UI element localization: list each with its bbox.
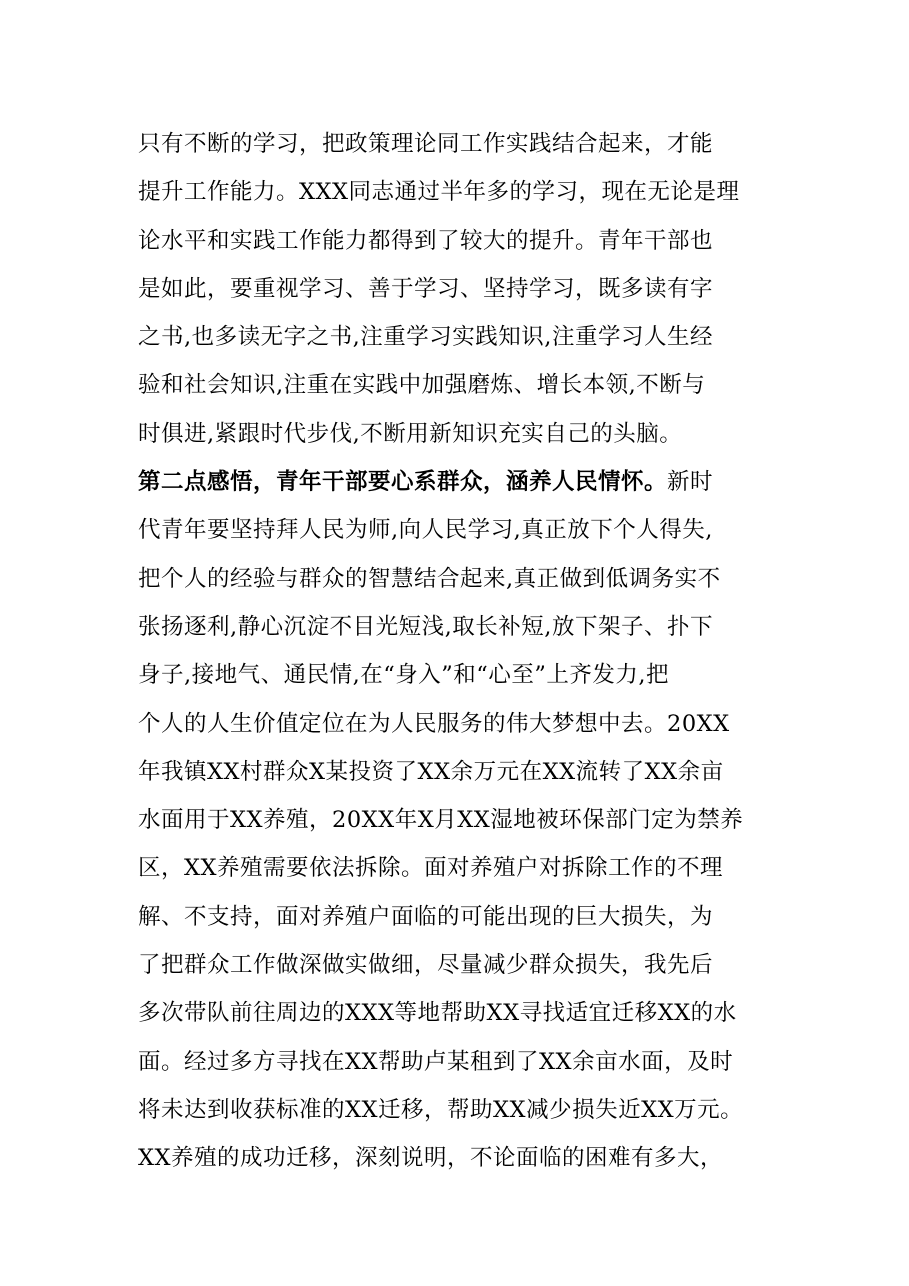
text-line: 是如此，要重视学习、善于学习、坚持学习，既多读有字 [138, 275, 714, 302]
text-line: 水面用于XX养殖，20XX年X月XX湿地被环保部门定为禁养 [138, 807, 744, 834]
text-line: 将未达到收获标准的XX迁移，帮助XX减少损失近XX万元。 [138, 1096, 744, 1123]
section-heading-line [138, 458, 778, 506]
text-line: 只有不断的学习，把政策理论同工作实践结合起来，才能 [138, 131, 714, 157]
text-line: 张扬逐利,静心沉淀不目光短浅,取长补短,放下架子、扑下 [138, 613, 713, 640]
text-line: 年我镇XX村群众X某投资了XX余万元在XX流转了XX余亩 [138, 758, 724, 785]
text-line: 了把群众工作做深做实做细，尽量减少群众损失，我先后 [138, 952, 714, 979]
text-line: 验和社会知识,注重在实践中加强磨炼、增长本领,不断与 [138, 372, 706, 399]
text-line: 之书,也多读无字之书,注重学习实践知识,注重学习人生经 [138, 324, 713, 351]
text-line: 多次带队前往周边的XXX等地帮助XX寻找适宜迁移XX的水 [138, 1000, 737, 1027]
text-line: 代青年要坚持拜人民为师,向人民学习,真正放下个人得失, [138, 517, 713, 544]
section-heading: 第二点感悟，青年干部要心系群众，涵养人民情怀。 [138, 469, 668, 496]
text-line: 身子,接地气、通民情,在“身入”和“心至”上齐发力,把 [138, 662, 669, 689]
text-line: 提升工作能力。XXX同志通过半年多的学习，现在无论是理 [138, 179, 740, 206]
text-line-tail: 新时 [667, 469, 714, 496]
text-line: XX养殖的成功迁移，深刻说明，不论面临的困难有多大， [138, 1145, 724, 1172]
text-line: 个人的人生价值定位在为人民服务的伟大梦想中去。20XX [138, 710, 730, 737]
text-line: 论水平和实践工作能力都得到了较大的提升。青年干部也 [138, 227, 714, 254]
document-body [138, 120, 778, 1183]
text-line: 区，XX养殖需要依法拆除。面对养殖户对拆除工作的不理 [138, 855, 724, 882]
text-line: 把个人的经验与群众的智慧结合起来,真正做到低调务实不 [138, 565, 721, 592]
text-line: 时俱进,紧跟时代步伐,不断用新知识充实自己的头脑。 [138, 420, 683, 447]
text-line: 面。经过多方寻找在XX帮助卢某租到了XX余亩水面，及时 [138, 1048, 734, 1075]
text-line: 解、不支持，面对养殖户面临的可能出现的巨大损失，为 [138, 903, 714, 930]
